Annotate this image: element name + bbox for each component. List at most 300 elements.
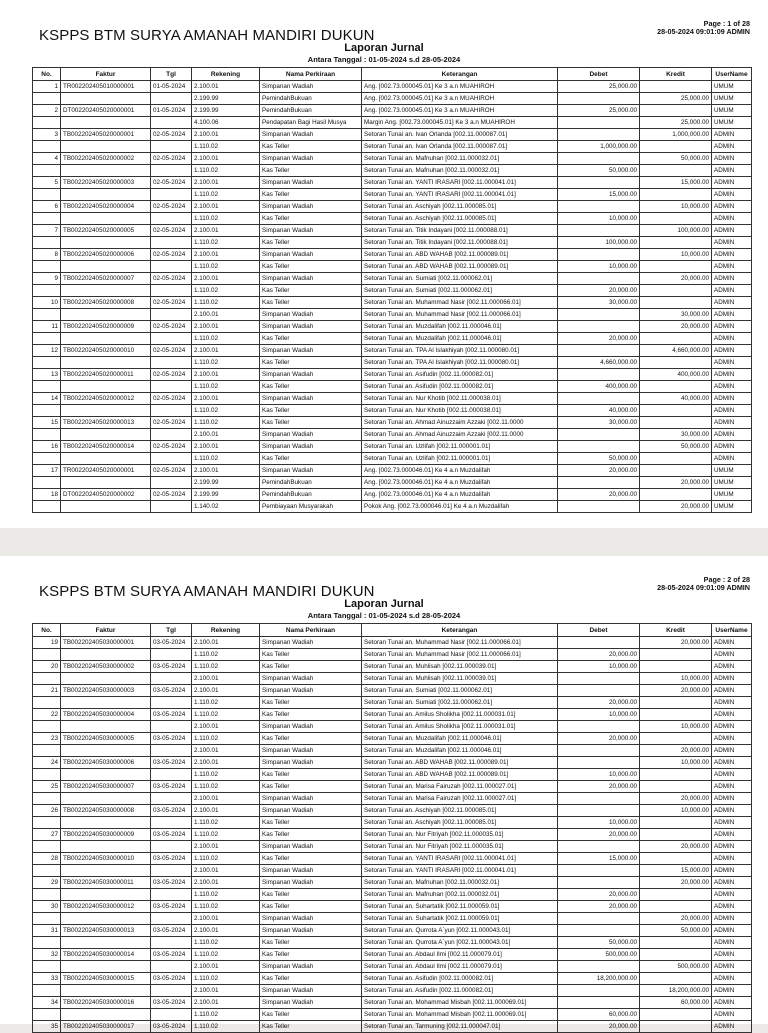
debit-amount-cell: 10,000.00 <box>558 661 640 673</box>
date-cell <box>151 649 192 661</box>
invoice-number-cell: TB002202405030000004 <box>61 709 151 721</box>
description-cell: Setoran Tunai an. Ivan Orlanda [002.11.000087.01] <box>362 129 558 141</box>
description-cell: Setoran Tunai an. Marisa Fairuzah [002.11.000027.01] <box>362 781 558 793</box>
debit-amount-cell: 25,000.00 <box>558 105 640 117</box>
table-row <box>33 213 752 225</box>
invoice-number-cell: TB002202405020000012 <box>61 393 151 405</box>
account-name-cell: Kas Teller <box>260 853 362 865</box>
table-row <box>33 709 752 721</box>
table-row <box>33 745 752 757</box>
account-name-cell: Simpanan Wadiah <box>260 81 362 93</box>
credit-amount-cell: 100,000.00 <box>640 225 712 237</box>
row-number-cell: 12 <box>33 345 61 357</box>
credit-amount-cell: 50,000.00 <box>640 153 712 165</box>
date-cell: 02-05-2024 <box>151 297 192 309</box>
debit-amount-cell <box>558 153 640 165</box>
debit-amount-cell: 20,000.00 <box>558 733 640 745</box>
description-cell: Setoran Tunai an. Mafnuhan [002.11.000032.01] <box>362 165 558 177</box>
journal-table <box>32 623 752 1033</box>
column-header-invoice-number: Faktur <box>61 624 151 637</box>
row-number-cell <box>33 769 61 781</box>
account-code-cell: 1.110.02 <box>192 237 260 249</box>
invoice-number-cell <box>61 309 151 321</box>
description-cell: Setoran Tunai an. Amilus Sholikha [002.11.000031.01] <box>362 721 558 733</box>
account-code-cell: 2.100.01 <box>192 369 260 381</box>
username-cell: ADMIN <box>712 961 752 973</box>
row-number-cell: 35 <box>33 1021 61 1033</box>
credit-amount-cell <box>640 853 712 865</box>
table-row <box>33 781 752 793</box>
account-name-cell: Pendapatan Bagi Hasil Musya <box>260 117 362 129</box>
account-code-cell: 2.100.01 <box>192 249 260 261</box>
username-cell: ADMIN <box>712 345 752 357</box>
date-cell <box>151 477 192 489</box>
debit-amount-cell: 20,000.00 <box>558 697 640 709</box>
account-name-cell: Kas Teller <box>260 189 362 201</box>
row-number-cell: 27 <box>33 829 61 841</box>
table-row <box>33 237 752 249</box>
account-name-cell: Simpanan Wadiah <box>260 721 362 733</box>
date-cell <box>151 937 192 949</box>
account-name-cell: Kas Teller <box>260 141 362 153</box>
invoice-number-cell <box>61 117 151 129</box>
date-cell <box>151 261 192 273</box>
invoice-number-cell <box>61 985 151 997</box>
date-cell <box>151 165 192 177</box>
row-number-cell: 32 <box>33 949 61 961</box>
date-cell <box>151 745 192 757</box>
invoice-number-cell <box>61 697 151 709</box>
row-number-cell: 5 <box>33 177 61 189</box>
username-cell: ADMIN <box>712 649 752 661</box>
invoice-number-cell: TB002202405030000012 <box>61 901 151 913</box>
invoice-number-cell <box>61 817 151 829</box>
account-code-cell: 2.100.01 <box>192 673 260 685</box>
table-row <box>33 733 752 745</box>
username-cell: ADMIN <box>712 985 752 997</box>
credit-amount-cell <box>640 285 712 297</box>
debit-amount-cell <box>558 477 640 489</box>
table-row <box>33 889 752 901</box>
description-cell: Setoran Tunai an. Nur Khotib [002.11.000038.01] <box>362 405 558 417</box>
date-cell: 03-05-2024 <box>151 853 192 865</box>
account-name-cell: Simpanan Wadiah <box>260 201 362 213</box>
account-name-cell: Simpanan Wadiah <box>260 865 362 877</box>
table-row <box>33 165 752 177</box>
table-row <box>33 721 752 733</box>
date-cell: 03-05-2024 <box>151 949 192 961</box>
description-cell: Setoran Tunai an. Muhammad Nasir [002.11.000066.01] <box>362 649 558 661</box>
account-name-cell: Kas Teller <box>260 937 362 949</box>
credit-amount-cell: 20,000.00 <box>640 321 712 333</box>
account-code-cell: 1.110.02 <box>192 853 260 865</box>
row-number-cell: 17 <box>33 465 61 477</box>
account-code-cell: 1.110.02 <box>192 1009 260 1021</box>
username-cell: ADMIN <box>712 889 752 901</box>
credit-amount-cell <box>640 189 712 201</box>
credit-amount-cell <box>640 333 712 345</box>
account-code-cell: 1.110.02 <box>192 297 260 309</box>
table-row <box>33 673 752 685</box>
row-number-cell <box>33 333 61 345</box>
account-name-cell: Simpanan Wadiah <box>260 673 362 685</box>
debit-amount-cell: 50,000.00 <box>558 937 640 949</box>
credit-amount-cell: 20,000.00 <box>640 877 712 889</box>
row-number-cell <box>33 721 61 733</box>
table-row <box>33 949 752 961</box>
table-row <box>33 297 752 309</box>
invoice-number-cell <box>61 889 151 901</box>
username-cell: ADMIN <box>712 429 752 441</box>
account-code-cell: 1.110.02 <box>192 285 260 297</box>
username-cell: ADMIN <box>712 153 752 165</box>
description-cell: Setoran Tunai an. TPA Al Islakhiyah [002.11.000080.01] <box>362 357 558 369</box>
description-cell: Setoran Tunai an. Abdaul Ilmi [002.11.000079.01] <box>362 949 558 961</box>
description-cell: Setoran Tunai an. Titik Indayani [002.11.000088.01] <box>362 225 558 237</box>
date-cell <box>151 501 192 513</box>
date-cell: 01-05-2024 <box>151 105 192 117</box>
debit-amount-cell <box>558 369 640 381</box>
account-code-cell: 1.110.02 <box>192 781 260 793</box>
credit-amount-cell <box>640 769 712 781</box>
username-cell: ADMIN <box>712 273 752 285</box>
account-code-cell: 1.110.02 <box>192 937 260 949</box>
account-name-cell: Simpanan Wadiah <box>260 249 362 261</box>
invoice-number-cell: TB002202405020000005 <box>61 225 151 237</box>
table-row <box>33 661 752 673</box>
table-row <box>33 501 752 513</box>
account-name-cell: Kas Teller <box>260 733 362 745</box>
column-header-credit-amount: Kredit <box>640 624 712 637</box>
credit-amount-cell: 15,000.00 <box>640 865 712 877</box>
credit-amount-cell <box>640 829 712 841</box>
account-name-cell: Kas Teller <box>260 829 362 841</box>
table-row <box>33 381 752 393</box>
column-header-date: Tgl <box>151 624 192 637</box>
row-number-cell <box>33 477 61 489</box>
date-cell <box>151 817 192 829</box>
debit-amount-cell <box>558 913 640 925</box>
account-name-cell: Simpanan Wadiah <box>260 637 362 649</box>
table-row <box>33 285 752 297</box>
debit-amount-cell <box>558 393 640 405</box>
account-name-cell: Kas Teller <box>260 237 362 249</box>
invoice-number-cell <box>61 745 151 757</box>
invoice-number-cell <box>61 429 151 441</box>
username-cell: ADMIN <box>712 865 752 877</box>
debit-amount-cell <box>558 93 640 105</box>
table-row <box>33 817 752 829</box>
account-name-cell: Simpanan Wadiah <box>260 961 362 973</box>
row-number-cell <box>33 985 61 997</box>
invoice-number-cell: DT002202405020000001 <box>61 105 151 117</box>
credit-amount-cell: 15,000.00 <box>640 177 712 189</box>
description-cell: Ang. [002.73.000046.01] Ke 4 a.n Muzdalifah <box>362 465 558 477</box>
account-code-cell: 1.110.02 <box>192 261 260 273</box>
account-name-cell: Kas Teller <box>260 973 362 985</box>
account-name-cell: Simpanan Wadiah <box>260 925 362 937</box>
account-name-cell: Kas Teller <box>260 165 362 177</box>
description-cell: Setoran Tunai an. TPA Al Islakhiyah [002.11.000080.01] <box>362 345 558 357</box>
description-cell: Ang. [002.73.000045.01] Ke 3 a.n MUAHIROH <box>362 93 558 105</box>
description-cell: Setoran Tunai an. Muhlisah [002.11.000039.01] <box>362 673 558 685</box>
description-cell: Setoran Tunai an. Suhartatik [002.11.000059.01] <box>362 913 558 925</box>
username-cell: ADMIN <box>712 781 752 793</box>
date-cell <box>151 961 192 973</box>
row-number-cell: 4 <box>33 153 61 165</box>
description-cell: Setoran Tunai an. Mafnuhan [002.11.000032.01] <box>362 877 558 889</box>
debit-amount-cell <box>558 177 640 189</box>
table-row <box>33 357 752 369</box>
debit-amount-cell <box>558 865 640 877</box>
date-cell <box>151 865 192 877</box>
table-row <box>33 273 752 285</box>
account-name-cell: PemindahBukuan <box>260 105 362 117</box>
invoice-number-cell <box>61 477 151 489</box>
invoice-number-cell: TB002202405030000009 <box>61 829 151 841</box>
invoice-number-cell: TB002202405020000006 <box>61 249 151 261</box>
table-row <box>33 697 752 709</box>
account-code-cell: 2.100.01 <box>192 429 260 441</box>
account-name-cell: Kas Teller <box>260 709 362 721</box>
account-code-cell: 2.100.01 <box>192 81 260 93</box>
invoice-number-cell: TB002202405030000016 <box>61 997 151 1009</box>
table-row <box>33 925 752 937</box>
credit-amount-cell <box>640 465 712 477</box>
invoice-number-cell: TB002202405030000003 <box>61 685 151 697</box>
account-name-cell: Kas Teller <box>260 949 362 961</box>
account-code-cell: 2.100.01 <box>192 805 260 817</box>
date-cell: 02-05-2024 <box>151 345 192 357</box>
date-cell: 02-05-2024 <box>151 321 192 333</box>
account-code-cell: 2.100.01 <box>192 997 260 1009</box>
row-number-cell: 21 <box>33 685 61 697</box>
invoice-number-cell: TB002202405020000010 <box>61 345 151 357</box>
invoice-number-cell: TB002202405030000013 <box>61 925 151 937</box>
username-cell: ADMIN <box>712 793 752 805</box>
table-row <box>33 805 752 817</box>
debit-amount-cell <box>558 225 640 237</box>
username-cell: ADMIN <box>712 817 752 829</box>
credit-amount-cell: 10,000.00 <box>640 721 712 733</box>
invoice-number-cell <box>61 93 151 105</box>
account-code-cell: 2.100.01 <box>192 841 260 853</box>
debit-amount-cell: 10,000.00 <box>558 213 640 225</box>
username-cell: ADMIN <box>712 925 752 937</box>
account-code-cell: 2.100.01 <box>192 129 260 141</box>
description-cell: Ang. [002.73.000046.01] Ke 4 a.n Muzdalifah <box>362 477 558 489</box>
row-number-cell <box>33 381 61 393</box>
invoice-number-cell <box>61 721 151 733</box>
table-row <box>33 393 752 405</box>
date-cell: 02-05-2024 <box>151 249 192 261</box>
description-cell: Setoran Tunai an. Muzdalifah [002.11.000046.01] <box>362 321 558 333</box>
account-code-cell: 2.100.01 <box>192 877 260 889</box>
account-code-cell: 2.199.99 <box>192 93 260 105</box>
username-cell: ADMIN <box>712 697 752 709</box>
username-cell: ADMIN <box>712 901 752 913</box>
row-number-cell: 10 <box>33 297 61 309</box>
table-row <box>33 81 752 93</box>
table-row <box>33 829 752 841</box>
account-code-cell: 2.100.01 <box>192 745 260 757</box>
table-row <box>33 141 752 153</box>
description-cell: Setoran Tunai an. Aschiyah [002.11.000085.01] <box>362 817 558 829</box>
debit-amount-cell: 400,000.00 <box>558 381 640 393</box>
invoice-number-cell <box>61 937 151 949</box>
invoice-number-cell <box>61 357 151 369</box>
date-cell: 03-05-2024 <box>151 661 192 673</box>
username-cell: ADMIN <box>712 949 752 961</box>
debit-amount-cell: 20,000.00 <box>558 333 640 345</box>
date-cell: 03-05-2024 <box>151 757 192 769</box>
debit-amount-cell <box>558 345 640 357</box>
debit-amount-cell: 40,000.00 <box>558 405 640 417</box>
table-row <box>33 901 752 913</box>
account-name-cell: Simpanan Wadiah <box>260 793 362 805</box>
account-name-cell: Simpanan Wadiah <box>260 877 362 889</box>
date-cell <box>151 841 192 853</box>
row-number-cell: 33 <box>33 973 61 985</box>
date-cell: 03-05-2024 <box>151 829 192 841</box>
account-code-cell: 2.100.01 <box>192 273 260 285</box>
table-row <box>33 937 752 949</box>
account-name-cell: Simpanan Wadiah <box>260 685 362 697</box>
description-cell: Setoran Tunai an. YANTI IRASARI [002.11.000041.01] <box>362 865 558 877</box>
account-name-cell: Simpanan Wadiah <box>260 745 362 757</box>
invoice-number-cell <box>61 405 151 417</box>
debit-amount-cell <box>558 757 640 769</box>
debit-amount-cell <box>558 877 640 889</box>
account-code-cell: 1.110.02 <box>192 769 260 781</box>
credit-amount-cell <box>640 237 712 249</box>
table-row <box>33 429 752 441</box>
column-header-account-code: Rekening <box>192 68 260 81</box>
table-row <box>33 105 752 117</box>
page-number-block <box>657 20 750 35</box>
username-cell: ADMIN <box>712 441 752 453</box>
username-cell: ADMIN <box>712 249 752 261</box>
date-cell <box>151 793 192 805</box>
invoice-number-cell <box>61 213 151 225</box>
username-cell: ADMIN <box>712 369 752 381</box>
date-cell: 03-05-2024 <box>151 805 192 817</box>
table-row <box>33 225 752 237</box>
column-header-debit-amount: Debet <box>558 68 640 81</box>
debit-amount-cell <box>558 201 640 213</box>
username-cell: ADMIN <box>712 129 752 141</box>
account-name-cell: Kas Teller <box>260 285 362 297</box>
row-number-cell: 30 <box>33 901 61 913</box>
username-cell: UMUM <box>712 501 752 513</box>
invoice-number-cell: DT002202405020000002 <box>61 489 151 501</box>
username-cell: ADMIN <box>712 877 752 889</box>
date-cell: 02-05-2024 <box>151 201 192 213</box>
date-cell: 03-05-2024 <box>151 997 192 1009</box>
row-number-cell <box>33 117 61 129</box>
table-row <box>33 973 752 985</box>
username-cell: ADMIN <box>712 321 752 333</box>
row-number-cell <box>33 865 61 877</box>
username-cell: ADMIN <box>712 757 752 769</box>
debit-amount-cell <box>558 129 640 141</box>
description-cell: Setoran Tunai an. Muhammad Nasir [002.11.000066.01] <box>362 637 558 649</box>
credit-amount-cell: 18,200,000.00 <box>640 985 712 997</box>
column-header-debit-amount: Debet <box>558 624 640 637</box>
description-cell: Ang. [002.73.000046.01] Ke 4 a.n Muzdalifah <box>362 489 558 501</box>
credit-amount-cell <box>640 405 712 417</box>
credit-amount-cell <box>640 889 712 901</box>
table-row <box>33 129 752 141</box>
row-number-cell <box>33 405 61 417</box>
credit-amount-cell: 40,000.00 <box>640 393 712 405</box>
credit-amount-cell: 10,000.00 <box>640 249 712 261</box>
credit-amount-cell <box>640 901 712 913</box>
account-code-cell: 1.110.02 <box>192 417 260 429</box>
credit-amount-cell <box>640 165 712 177</box>
table-row <box>33 769 752 781</box>
description-cell: Setoran Tunai an. Asifudin [002.11.000082.01] <box>362 985 558 997</box>
invoice-number-cell: TB002202405030000006 <box>61 757 151 769</box>
debit-amount-cell: 60,000.00 <box>558 1009 640 1021</box>
account-code-cell: 1.110.02 <box>192 709 260 721</box>
username-cell: ADMIN <box>712 453 752 465</box>
debit-amount-cell <box>558 249 640 261</box>
account-code-cell: 2.100.01 <box>192 865 260 877</box>
account-name-cell: Kas Teller <box>260 381 362 393</box>
invoice-number-cell <box>61 189 151 201</box>
account-name-cell: Kas Teller <box>260 297 362 309</box>
row-number-cell: 3 <box>33 129 61 141</box>
username-cell: ADMIN <box>712 381 752 393</box>
row-number-cell: 8 <box>33 249 61 261</box>
username-cell: ADMIN <box>712 225 752 237</box>
debit-amount-cell <box>558 745 640 757</box>
account-code-cell: 2.199.99 <box>192 477 260 489</box>
table-row <box>33 1009 752 1021</box>
row-number-cell <box>33 745 61 757</box>
account-code-cell: 2.100.01 <box>192 985 260 997</box>
account-name-cell: Simpanan Wadiah <box>260 225 362 237</box>
invoice-number-cell <box>61 841 151 853</box>
date-cell <box>151 117 192 129</box>
description-cell: Setoran Tunai an. ABD WAHAB [002.11.000089.01] <box>362 261 558 273</box>
debit-amount-cell <box>558 637 640 649</box>
row-number-cell <box>33 189 61 201</box>
credit-amount-cell <box>640 937 712 949</box>
account-name-cell: Pembiayaan Musyarakah <box>260 501 362 513</box>
description-cell: Setoran Tunai an. Uzlifah [002.11.000001.01] <box>362 441 558 453</box>
debit-amount-cell: 18,200,000.00 <box>558 973 640 985</box>
credit-amount-cell <box>640 417 712 429</box>
description-cell: Setoran Tunai an. Marisa Fairuzah [002.11.000027.01] <box>362 793 558 805</box>
date-cell: 02-05-2024 <box>151 441 192 453</box>
account-code-cell: 1.110.02 <box>192 889 260 901</box>
username-cell: ADMIN <box>712 937 752 949</box>
credit-amount-cell <box>640 733 712 745</box>
credit-amount-cell: 60,000.00 <box>640 997 712 1009</box>
account-name-cell: Kas Teller <box>260 405 362 417</box>
debit-amount-cell: 1,000,000.00 <box>558 141 640 153</box>
credit-amount-cell <box>640 141 712 153</box>
table-row <box>33 841 752 853</box>
invoice-number-cell: TB002202405020000002 <box>61 153 151 165</box>
account-code-cell: 1.110.02 <box>192 141 260 153</box>
username-cell: ADMIN <box>712 997 752 1009</box>
date-cell <box>151 453 192 465</box>
username-cell: ADMIN <box>712 297 752 309</box>
username-cell: UMUM <box>712 489 752 501</box>
